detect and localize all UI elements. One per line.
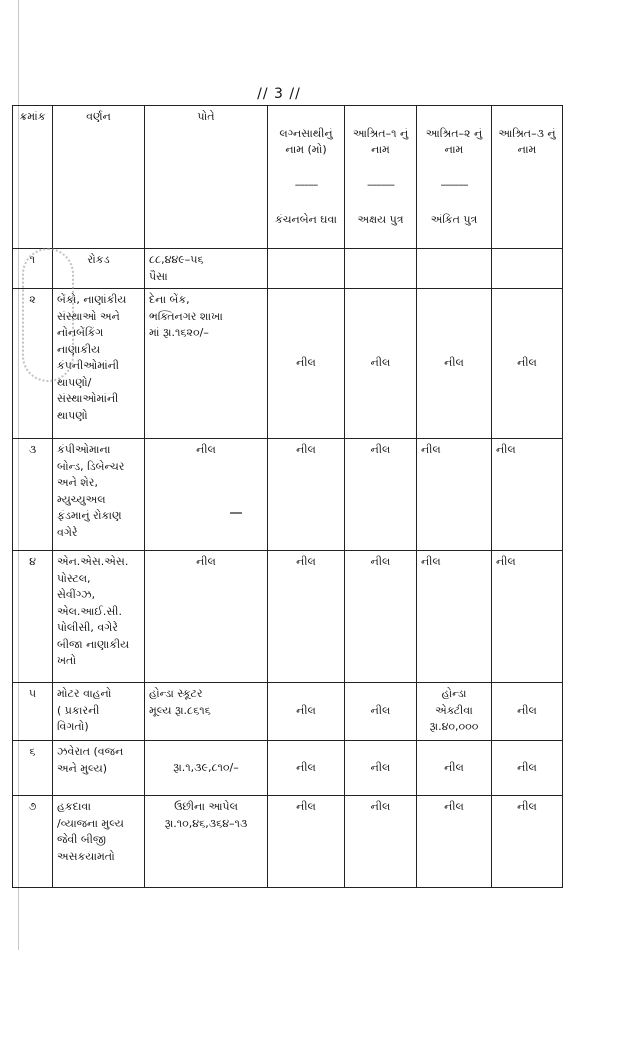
row-dependent3-value: નીલ	[492, 439, 563, 551]
row-dependent3-value	[492, 249, 563, 289]
header-dependent2	[417, 106, 492, 249]
header-dependent2-divider: ––––––	[440, 178, 468, 191]
table-row	[13, 551, 563, 683]
office-stamp	[22, 248, 74, 382]
row-self-value: ઉછીના આપેલ રૂા.૧૦,૪૬,૩૬૪–૧૩	[145, 796, 268, 888]
row-dependent2-value: નીલ	[417, 796, 492, 888]
row-dependent1-value: નીલ	[345, 796, 417, 888]
row-spouse-value: નીલ	[268, 683, 345, 741]
row-serial: ૨	[13, 289, 53, 439]
row-spouse-value: નીલ	[268, 796, 345, 888]
row-dependent2-value	[417, 249, 492, 289]
row-description: ઝવેરાત (વજન અને મુલ્ય)	[53, 741, 145, 796]
row-serial: ૫	[13, 683, 53, 741]
row-dependent2-value: નીલ	[417, 439, 492, 551]
header-spouse-title: લગ્નસાથીનું નામ (મો)	[279, 126, 333, 156]
table-row	[13, 741, 563, 796]
row-dependent1-value: નીલ	[345, 551, 417, 683]
row-dependent3-value: નીલ	[492, 551, 563, 683]
row-self-value: ૮૮,૪૪૯–૫૬ પૈસા	[145, 249, 268, 289]
header-spouse	[268, 106, 345, 249]
row-dependent3-value: નીલ	[492, 796, 563, 888]
row-spouse-value: નીલ	[268, 439, 345, 551]
header-dependent1-name: અક્ષય પુત્ર	[357, 213, 404, 226]
header-dependent2-name: અંકિત પુત્ર	[430, 213, 478, 226]
row-spouse-value: નીલ	[268, 289, 345, 439]
table-row	[13, 289, 563, 439]
header-dependent1-title: આશ્રિત–૧ નું નામ	[352, 126, 409, 156]
row-dependent2-value: હોન્ડા એક્ટીવા રૂા.૪૦,૦૦૦	[417, 683, 492, 741]
row-dependent2-value: નીલ	[417, 741, 492, 796]
row-dependent2-value: નીલ	[417, 289, 492, 439]
header-spouse-divider: –––––	[294, 178, 318, 191]
table-row	[13, 249, 563, 289]
table-row	[13, 439, 563, 551]
row-spouse-value	[268, 249, 345, 289]
header-self: પોતે	[145, 106, 268, 249]
row-serial: ૧	[13, 249, 53, 289]
row-description: હકદાવા /વ્યાજના મુલ્ય જેવી બીજી અસકયામતો	[53, 796, 145, 888]
row-dependent3-value: નીલ	[492, 289, 563, 439]
header-dependent2-title: આશ્રિત–૨ નું નામ	[425, 126, 483, 156]
header-description: વર્ણન	[53, 106, 145, 249]
asset-declaration-table	[12, 105, 563, 888]
table-row	[13, 796, 563, 888]
row-description: બેંકો, નાણાંકીય સંસ્થાઓ અને નોનબેંકિંગ નાણાકીય કંપનીઓમાંની થાપણો/ સંસ્થાઓમાંની થાપણો	[53, 289, 145, 439]
header-dependent1	[345, 106, 417, 249]
ink-mark	[230, 512, 242, 514]
row-dependent1-value: નીલ	[345, 289, 417, 439]
header-spouse-name: કંચનબેન ઘવા	[274, 213, 338, 226]
row-serial: ૬	[13, 741, 53, 796]
header-dependent1-divider: ––––––	[367, 178, 394, 191]
row-spouse-value: નીલ	[268, 551, 345, 683]
row-self-value: નીલ	[145, 551, 268, 683]
row-description: એન.એસ.એસ. પોસ્ટલ, સેવીંગ્ઝ, એલ.આઈ.સી. પોલીસી, વગેરે બીજા નાણાકીય ખતો	[53, 551, 145, 683]
row-self-value: હોન્ડા સ્કૂટર મૂલ્ય રૂા.૮૬૧૬	[145, 683, 268, 741]
row-spouse-value: નીલ	[268, 741, 345, 796]
row-dependent1-value	[345, 249, 417, 289]
row-serial: ૭	[13, 796, 53, 888]
row-description: કંપીઓમાના બોન્ડ, ડિબેન્ચર અને શેર, મ્યુચ્યુઅલ ફંડમાનું રોકાણ વગેરે	[53, 439, 145, 551]
row-dependent1-value: નીલ	[345, 683, 417, 741]
row-dependent1-value: નીલ	[345, 439, 417, 551]
row-dependent3-value: નીલ	[492, 683, 563, 741]
table-row	[13, 683, 563, 741]
header-serial: ક્રમાંક	[13, 106, 53, 249]
header-row	[13, 106, 563, 249]
row-self-value: રૂા.૧,૩૯,૮૧૦/–	[145, 741, 268, 796]
page-number: // 3 //	[257, 86, 301, 102]
header-dependent3	[492, 106, 563, 249]
row-description: રોકડ	[53, 249, 145, 289]
row-dependent2-value: નીલ	[417, 551, 492, 683]
header-dependent3-title: આશ્રિત–૩ નું નામ	[498, 126, 556, 156]
row-serial: ૩	[13, 439, 53, 551]
row-dependent3-value: નીલ	[492, 741, 563, 796]
row-serial: ૪	[13, 551, 53, 683]
row-self-value: દેના બેંક, ભક્તિનગર શાખા માં રૂા.૧૬૨૦/–	[145, 289, 268, 439]
row-self-value: નીલ	[145, 439, 268, 551]
row-description: મોટર વાહનો ( પ્રકારની વિગતો)	[53, 683, 145, 741]
row-dependent1-value: નીલ	[345, 741, 417, 796]
